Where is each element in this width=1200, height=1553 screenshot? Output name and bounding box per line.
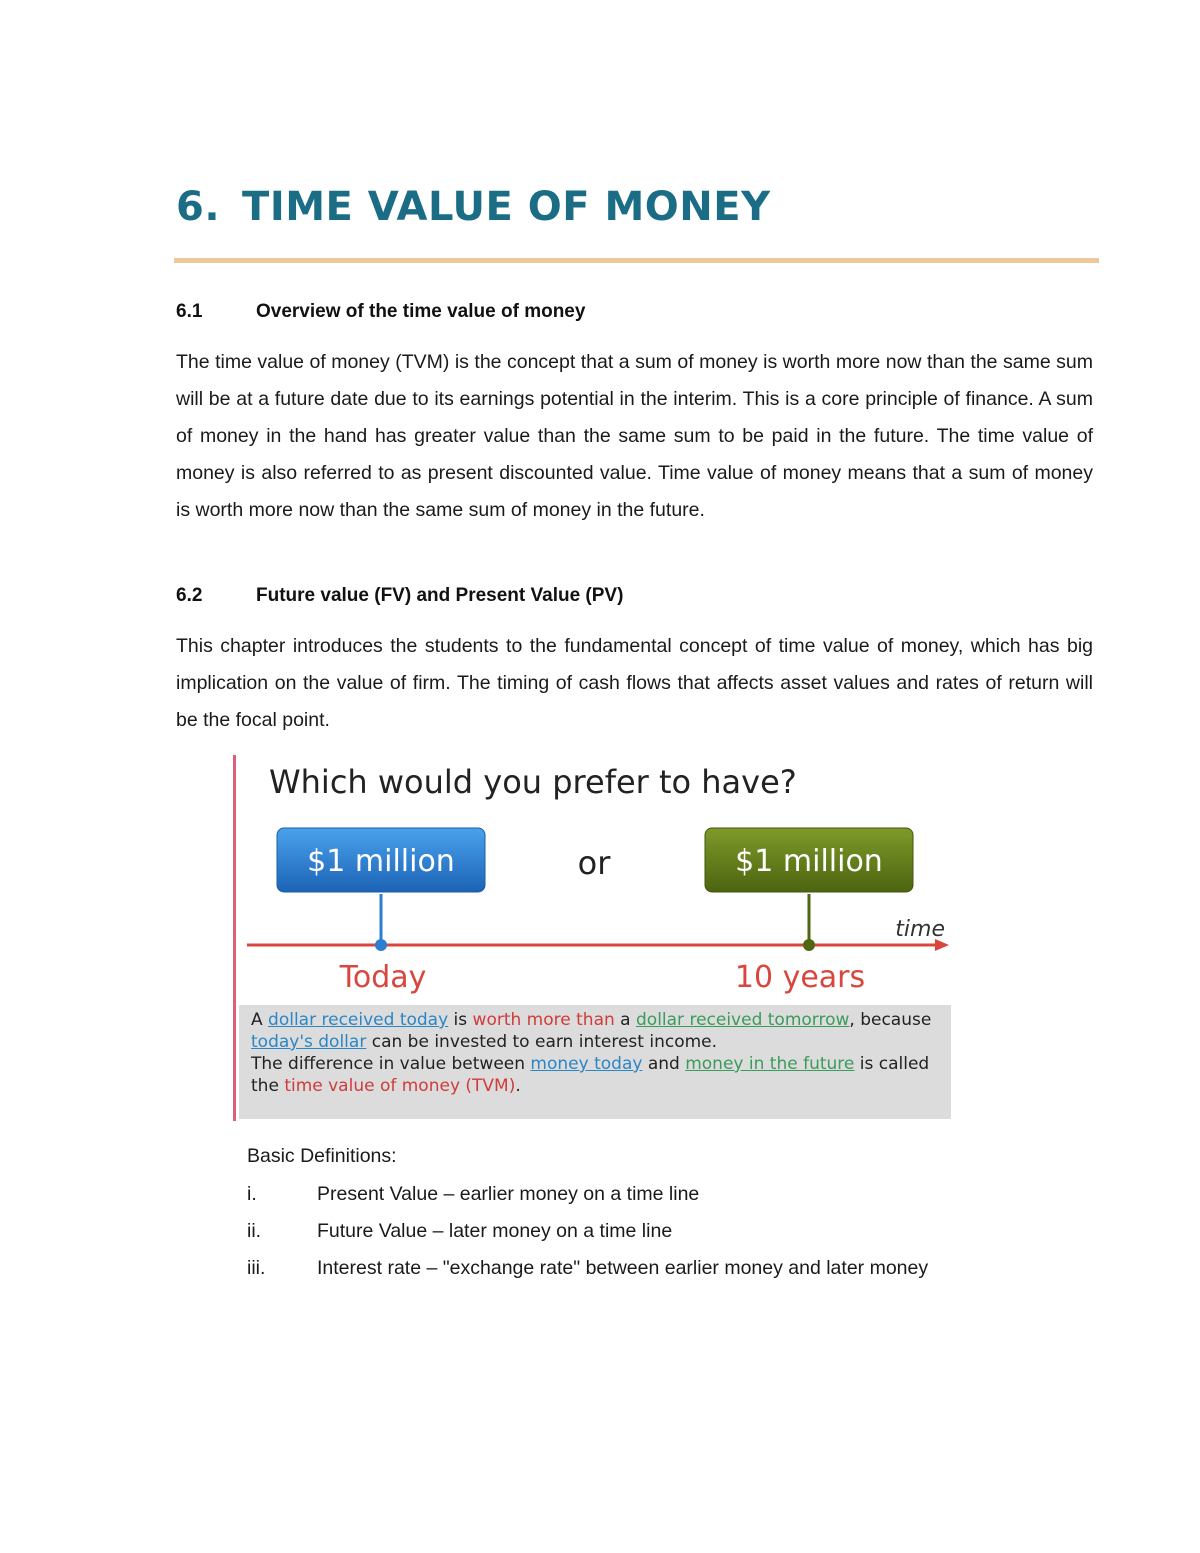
chapter-number: 6. bbox=[176, 184, 221, 230]
definition-numeral: iii. bbox=[247, 1257, 266, 1279]
caption-text: , because bbox=[849, 1010, 932, 1030]
caption-text: and bbox=[642, 1054, 686, 1074]
tvm-figure bbox=[233, 755, 955, 1121]
caption-link-todays-dollar: today's dollar bbox=[251, 1032, 367, 1052]
left-money-label: $1 million bbox=[307, 844, 455, 879]
caption-highlight-worth-more: worth more than bbox=[472, 1010, 615, 1030]
caption-text: is called the bbox=[251, 1054, 930, 1096]
caption-text: a bbox=[614, 1010, 636, 1030]
caption-text: The difference in value between bbox=[251, 1054, 531, 1074]
tvm-diagram bbox=[233, 755, 955, 1005]
section-number: 6.2 bbox=[176, 585, 203, 606]
caption-link-money-today: money today bbox=[530, 1054, 643, 1074]
caption-link-dollar-today: dollar received today bbox=[268, 1010, 449, 1030]
caption-link-money-future: money in the future bbox=[685, 1054, 855, 1074]
time-axis-label: time bbox=[895, 917, 945, 942]
section-number: 6.1 bbox=[176, 301, 203, 322]
definition-text: Interest rate – "exchange rate" between earlier money and later money bbox=[317, 1257, 929, 1279]
caption-link-dollar-tomorrow: dollar received tomorrow bbox=[636, 1010, 850, 1030]
figure-caption bbox=[251, 1009, 941, 1097]
figure-question: Which would you prefer to have? bbox=[269, 763, 797, 801]
definition-text: Present Value – earlier money on a time line bbox=[317, 1183, 700, 1205]
today-label: Today bbox=[339, 960, 427, 995]
caption-text: . bbox=[515, 1076, 521, 1096]
definition-numeral: i. bbox=[247, 1183, 257, 1205]
today-point bbox=[375, 939, 387, 951]
section-title: Overview of the time value of money bbox=[256, 301, 586, 322]
definition-item bbox=[247, 1220, 672, 1243]
title-underline bbox=[174, 258, 1099, 263]
section-title: Future value (FV) and Present Value (PV) bbox=[256, 585, 624, 606]
chapter-title bbox=[176, 184, 771, 230]
definition-item bbox=[247, 1183, 699, 1206]
section-heading-6-1 bbox=[176, 301, 585, 323]
definition-item bbox=[247, 1257, 928, 1280]
section-heading-6-2 bbox=[176, 585, 623, 607]
section-6-2-paragraph: This chapter introduces the students to the fundamental concept of time value of money, which has big implication on the value of firm. The timing of cash flows that affects asset values and rates of return will be the focal point. bbox=[176, 635, 1093, 731]
ten-years-label: 10 years bbox=[734, 960, 866, 995]
caption-text: is bbox=[448, 1010, 473, 1030]
future-point bbox=[803, 939, 815, 951]
or-label: or bbox=[577, 844, 611, 882]
caption-text: A bbox=[251, 1010, 269, 1030]
definition-numeral: ii. bbox=[247, 1220, 262, 1242]
chapter-title-text: TIME VALUE OF MONEY bbox=[242, 184, 771, 230]
caption-text: can be invested to earn interest income. bbox=[366, 1032, 718, 1052]
definition-text: Future Value – later money on a time line bbox=[317, 1220, 673, 1242]
right-money-label: $1 million bbox=[735, 844, 883, 879]
caption-highlight-tvm: time value of money (TVM) bbox=[284, 1076, 516, 1096]
definitions-label: Basic Definitions: bbox=[247, 1145, 397, 1167]
section-6-1-paragraph: The time value of money (TVM) is the concept that a sum of money is worth more now than the same sum will be at a future date due to its earnings potential in the interim. This is a core principle of finance. A sum of money in the hand has greater value than the same sum to be paid in the future. The time value of money is also referred to as present discounted value. Time value of money means that a sum of money is worth more now than the same sum of money in the future. bbox=[176, 351, 1093, 521]
